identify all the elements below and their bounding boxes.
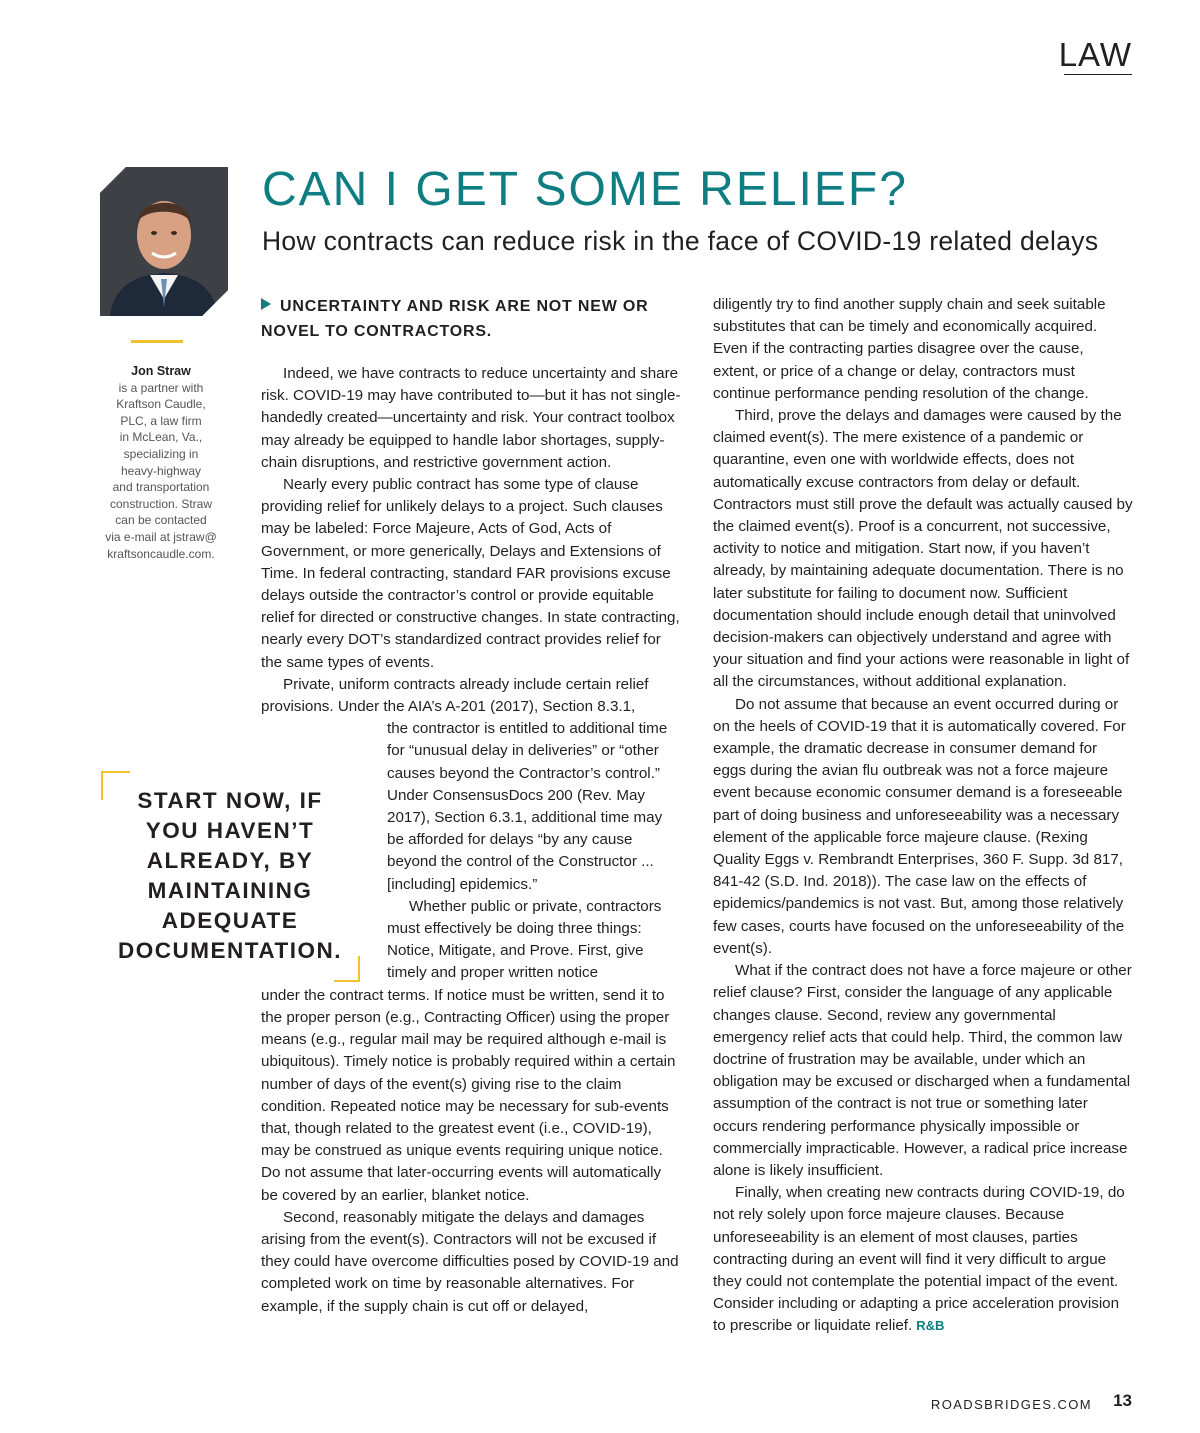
section-rule — [1064, 74, 1132, 75]
bio-line: heavy-highway — [120, 463, 202, 478]
paragraph: the contractor is entitled to additional time for “unusual delay in deliveries” or “other causes beyond the Contractor’s control.” Under ConsensusDocs 200 (Rev. May 2017), Section 6.3.1, additional time may be afforded for delays “by any cause beyond the control of the Constructor ... [including] epidemics.” — [387, 720, 668, 893]
closing-paragraph — [713, 1182, 1133, 1337]
bio-line: is a partner with — [118, 380, 204, 395]
end-mark: R&B — [916, 1318, 945, 1334]
bio-line: can be contacted — [115, 513, 207, 528]
bio-divider — [131, 340, 183, 343]
bio-line: kraftsoncaudle.com. — [107, 546, 215, 561]
page-number: 13 — [1113, 1391, 1132, 1410]
author-photo — [100, 167, 228, 316]
bio-line: in McLean, Va., — [119, 430, 203, 445]
paragraph-text: Finally, when creating new contracts during COVID-19, do not rely solely upon force majeure clauses. Because unforeseeability is an element of most clauses, parties contracting during an event will find it very difficult to argue they could not contemplate the potential impact of the event. Consider including or adapting a price acceleration provision to prescribe or liquidate relief. — [713, 1184, 1125, 1335]
pullquote-corner-bottom-right — [334, 956, 360, 982]
bio-line: PLC, a law firm — [120, 413, 202, 428]
article-title: CAN I GET SOME RELIEF? — [262, 163, 908, 216]
bio-line: Kraftson Caudle, — [116, 397, 206, 412]
paragraph: What if the contract does not have a force majeure or other relief clause? First, consider the language of any applicable changes clause. Second, review any governmental emergency relief acts that could help. Third, the common law doctrine of frustration may be available, under which an obligation may be excused or discharged when a fundamental assumption of the contract is not true or something later occurs rendering performance physically impossible or commercially impracticable. However, a radical price increase alone is likely insufficient. — [713, 962, 1132, 1179]
bio-line: construction. Straw — [109, 496, 213, 511]
paragraph: Nearly every public contract has some type of clause providing relief for unlikely delays to a project. Such clauses may be labeled: Force Majeure, Acts of God, Acts of Government, or more generically, Delays and Extensions of Time. In federal contracting, standard FAR provisions excuse delays outside the contractor’s control or provide equitable relief for directed or constructive changes. In state contracting, nearly every DOT’s standardized contract provides relief for the same types of events. — [261, 476, 680, 671]
paragraph: diligently try to find another supply chain and seek suitable substitutes that can be timely and economically acquired. Even if the contracting parties disagree over the cause, extent, or price of a change or delay, contractors must continue performance pending resolution of the change. — [713, 296, 1106, 402]
paragraph: Do not assume that because an event occurred during or on the heels of COVID-19 that it is automatically covered. For example, the dramatic decrease in consumer demand for eggs during the avian flu outbreak was not a force majeure event because economic consumer demand is a foreseeable part of doing business and unforeseeability was a necessary element of the applicable force majeure clause. (Rexing Quality Eggs v. Rembrandt Enterprises, 360 F. Supp. 3d 817, 841-42 (S.D. Ind. 2018)). The case law on the effects of epidemics/pandemics is not vast. But, among those relatively few cases, courts have focused on the unforeseeability of the event(s). — [713, 695, 1126, 957]
paragraph: Indeed, we have contracts to reduce uncertainty and share risk. COVID-19 may have contributed to—but it has not single-handedly created—uncertainty and risk. Your contract toolbox may already be equipped to handle labor shortages, supply-chain disruptions, and restrictive government action. — [261, 365, 681, 471]
pullquote: START NOW, IF YOU HAVEN’T ALREADY, BY MAINTAINING ADEQUATE DOCUMENTATION. — [118, 788, 342, 963]
triangle-bullet-icon — [261, 298, 271, 310]
bio-line: via e-mail at jstraw@ — [105, 529, 217, 544]
paragraph: under the contract terms. If notice must be written, send it to the proper person (e.g., Contracting Officer) using the proper means (e.g., regular mail may be required although e-mail is ubiquitous). Timely notice is probably required within a certain number of days of the event(s) giving rise to the claim condition. Repeated notice may be necessary for sub-events that, though related to the greatest event (i.e., COVID-19), may be construed as unique events requiring unique notice. Do not assume that later-occurring events will automatically be covered by an earlier, blanket notice. — [261, 986, 676, 1204]
bio-line: and transportation — [112, 480, 210, 495]
footer-site: ROADSBRIDGES.COM — [930, 1397, 1092, 1412]
paragraph: Private, uniform contracts already include certain relief provisions. Under the AIA’s A-201 (2017), Section 8.3.1, — [261, 675, 649, 716]
section-label: LAW — [1058, 36, 1132, 73]
article-subtitle: How contracts can reduce risk in the face of COVID-19 related delays — [262, 226, 1099, 256]
paragraph: Whether public or private, contractors must effectively be doing three things: Notice, Mitigate, and Prove. First, give timely and proper written notice — [387, 897, 662, 982]
paragraph: Second, reasonably mitigate the delays and damages arising from the event(s). Contractors will not be excused if they could have overcome difficulties posed by COVID-19 and completed work on time by reasonable alternatives. For example, if the supply chain is cut off or delayed, — [261, 1208, 679, 1315]
bio-line: specializing in — [123, 446, 199, 461]
author-bio — [96, 363, 226, 562]
article-column-2 — [713, 294, 1133, 1338]
paragraph: Third, prove the delays and damages were caused by the claimed event(s). The mere existence of a pandemic or quarantine, even one with worldwide effects, does not automatically excuse contractors from delay or default. Contractors must still prove the default was actually caused by the claimed event(s). Proof is a concurrent, not successive, activity to notice and mitigation. Start now, if you haven’t already, by maintaining adequate documentation. There is no later substitute for failing to document now. Sufficient documentation should include enough detail that uninvolved decision-makers can objectively understand and agree with your situation and find your actions were reasonable in light of all the circumstances, without additional explanation. — [713, 407, 1133, 691]
author-name: Jon Straw — [131, 364, 191, 378]
section-heading-text: UNCERTAINTY AND RISK ARE NOT NEW OR NOVEL TO CONTRACTORS. — [261, 298, 649, 340]
section-heading — [261, 294, 681, 344]
